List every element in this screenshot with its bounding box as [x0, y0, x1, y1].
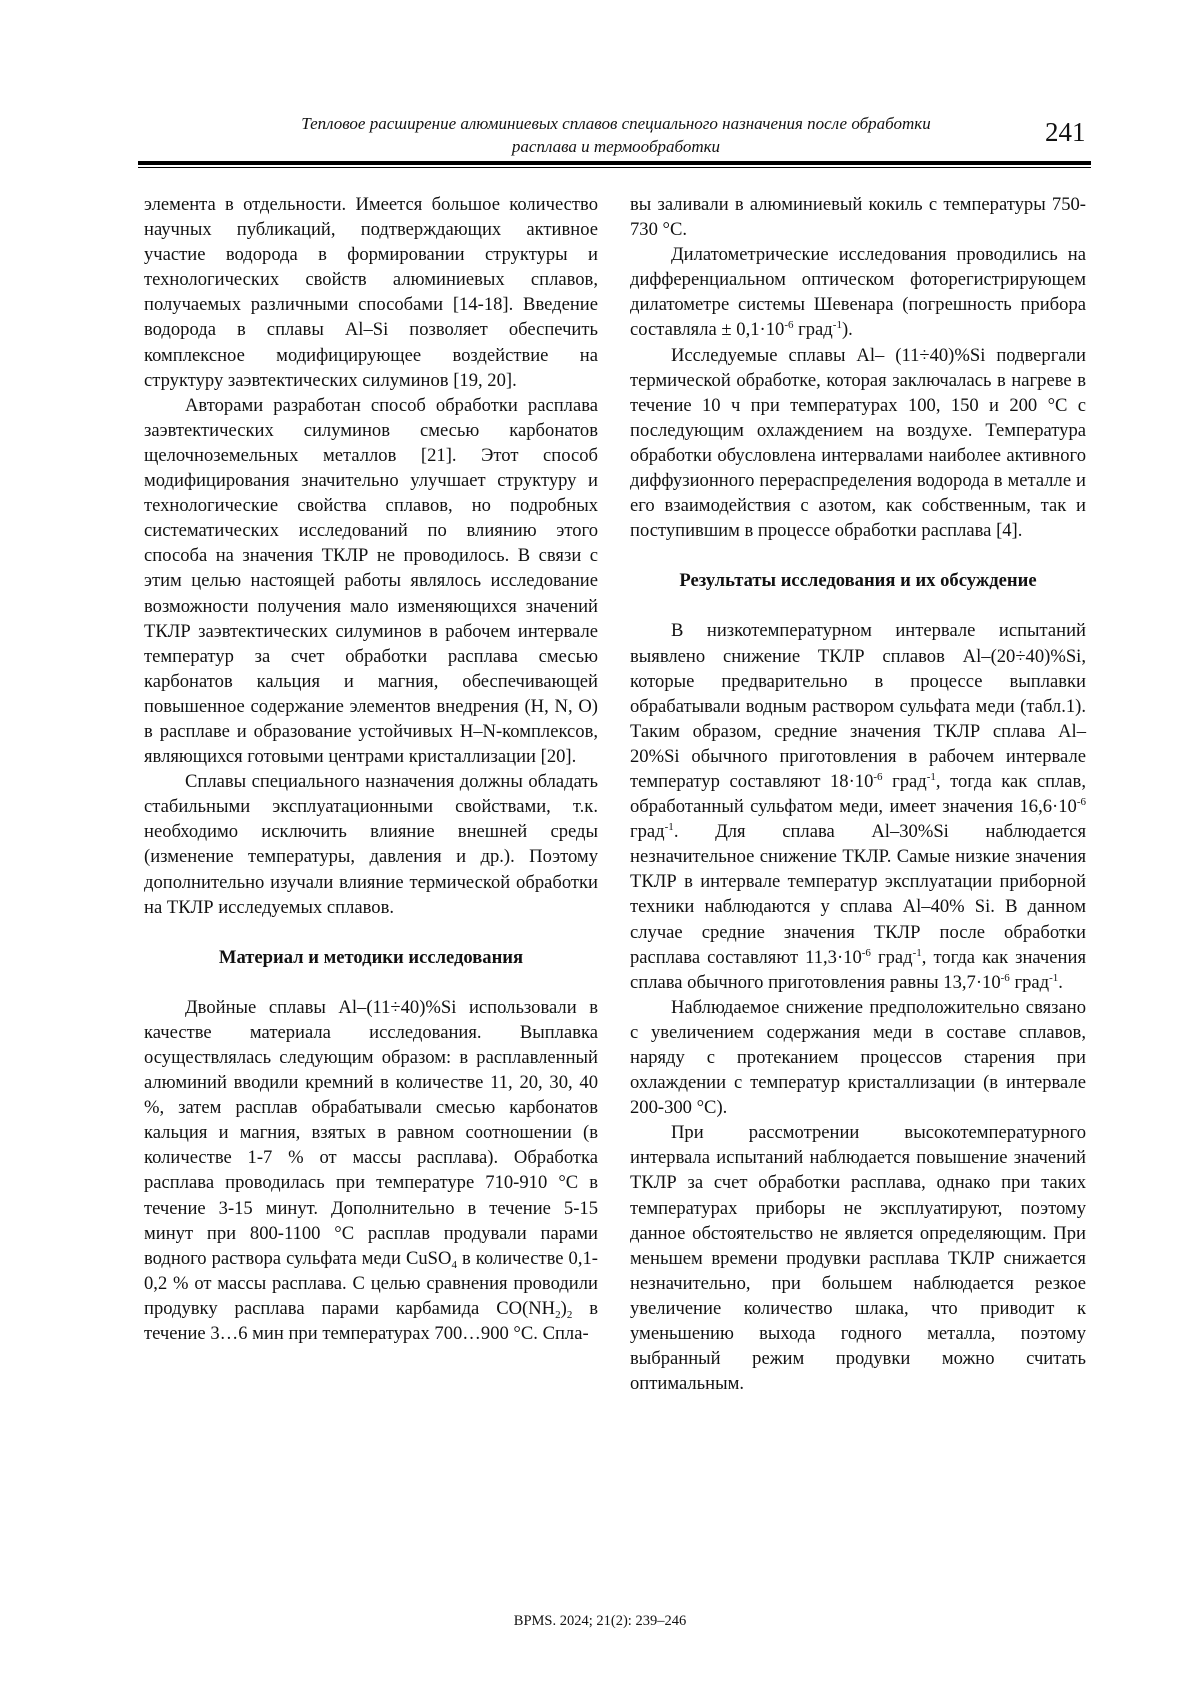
text-results-part: град	[882, 770, 927, 792]
paragraph-high-temperature-results: При рассмотрении высокотемпературного интервала испытаний наблюдается повышение значений ТКЛР за счет обработки расплава, однако при таких температурах приборы не эксплуатируют, поэтому данное обстоятельство не является определяющим. При меньшем времени продувки расплава ТКЛР снижается незначительно, при большем наблюдается резкое увеличение количество шлака, что приводит к уменьшению выхода годного металла, поэтому выбранный режим продувки можно считать оптимальным.	[630, 1122, 1086, 1395]
subscript: 2	[566, 1308, 573, 1321]
superscript: -6	[1000, 971, 1010, 984]
superscript: -6	[861, 946, 871, 959]
superscript: -6	[873, 770, 883, 783]
text-results-part: , тогда как значения сплава обычного приготовления равны 13,7·10	[630, 946, 1086, 993]
superscript: -1	[926, 770, 936, 783]
heading-results: Результаты исследования и их обсуждение	[679, 570, 1037, 592]
subscript: 2	[555, 1308, 561, 1321]
paragraph-authors-method: Авторами разработан способ обработки расплава заэвтектических силуминов смесью карбонатов щелочноземельных металлов [21]. Этот способ модифицирования значительно улучшает структуру и технологические свойства сплавов, но подробных систематических исследований по влиянию этого способа на значения ТКЛР не проводилось. В связи с этим целью настоящей работы являлось исследование возможности получения мало изменяющихся значений ТКЛР заэвтектических силуминов в рабочем интервале температур за счет обработки расплава смесью карбонатов кальция и магния, обеспечивающей повышенное содержание элементов внедрения (H, N, O) в расплаве и образование устойчивых H–N-комплексов, являющихся готовыми центрами кристаллизации [20].	[144, 394, 598, 768]
text-dilatometry-part: град	[793, 319, 833, 341]
text-dilatometry-part: ).	[841, 319, 853, 341]
subscript: 4	[451, 1258, 457, 1271]
running-title-line2: расплава и термообработки	[511, 137, 721, 156]
footer-citation: BPMS. 2024; 21(2): 239–246	[513, 1613, 687, 1629]
text-materials-part: в количестве 0,1-0,2 % от массы расплава. С целью сравнения проводили продувку расплава парами карбамида CO(NH	[144, 1247, 598, 1319]
paragraph-copper-effect: Наблюдаемое снижение предположительно связано с увеличением содержания меди в составе сплавов, наряду с протеканием процессов старения при охлаждении с температур кристаллизации (в интервале 200-300 °С).	[630, 996, 1086, 1119]
paragraph-materials	[144, 995, 598, 1346]
paragraph-hydrogen-role: элемента в отдельности. Имеется большое количество научных публикаций, подтверждающих активное участие водорода в формировании структуры и технологических свойств алюминиевых сплавов, получаемых различными способами [14-18]. Введение водорода в сплавы Al–Si позволяет обеспечить комплексное модифицирующее воздействие на структуру заэвтектических силуминов [19, 20].	[144, 194, 598, 391]
page-number: 241	[1045, 117, 1086, 147]
running-head	[236, 112, 996, 158]
text-dilatometry-part: Дилатометрические исследования проводились на дифференциальном оптическом фоторегистрирующем дилатометре системы Шевенара (погрешность прибора составляла ± 0,1·10	[630, 244, 1086, 341]
text-results-part: , тогда как сплав, обработанный сульфатом меди, имеет значения 16,6·10	[630, 770, 1086, 818]
text-results-part: . Для сплава Al–30%Si наблюдается незначительное снижение ТКЛР. Самые низкие значения ТКЛР в интервале температур эксплуатации приборной техники наблюдаются у сплава Al–40% Si. В данном случае средние значения ТКЛР после обработки расплава составляют 11,3·10	[630, 821, 1086, 968]
paragraph-dilatometry	[630, 242, 1086, 342]
text-results-part: град	[630, 821, 665, 843]
text-materials-part: Двойные сплавы Al–(11÷40)%Si использовали в качестве материала исследования. Выплавка осуществлялась следующим образом: в расплавленный алюминий вводили кремний в количестве 11, 20, 30, 40 %, затем расплав обрабатывали смесью карбонатов кальция и магния, взятых в равном соотношении (в количестве 1-7 % от массы расплава). Обработка расплава проводилась при температуре 710-910 °С в течение 3-15 минут. Дополнительно в течение 5-15 минут при 800-1100 °С расплав продували парами водного раствора сульфата меди CuSO	[144, 996, 598, 1269]
text-materials-part: )	[560, 1297, 567, 1319]
paragraph-special-alloys: Сплавы специального назначения должны обладать стабильными эксплуатационными свойствами, т.к. необходимо исключить влияние внешней среды (изменение температуры, давления и др.). Поэтому дополнительно изучали влияние термической обработки на ТКЛР исследуемых сплавов.	[144, 771, 598, 918]
superscript: -1	[1049, 971, 1059, 984]
paragraph-heat-treatment: Исследуемые сплавы Al– (11÷40)%Si подвергали термической обработке, которая заключалась в нагреве в течение 10 ч при температурах 100, 150 и 200 °С с последующим охлаждением на воздухе. Температура обработки обусловлена интервалами наиболее активного диффузионного перераспределения водорода в металле и его взаимодействия с азотом, как собственным, так и поступившим в процессе обработки расплава [4].	[630, 344, 1086, 542]
superscript: -1	[912, 946, 922, 959]
running-title-line1: Тепловое расширение алюминиевых сплавов специального назначения после обработки	[301, 114, 931, 133]
text-results-part: град	[1009, 971, 1050, 993]
heading-methods: Материал и методики исследования	[218, 946, 524, 968]
right-column	[630, 192, 1086, 1396]
text-results-part: .	[1058, 971, 1063, 993]
text-results-part: В низкотемпературном интервале испытаний выявлено снижение ТКЛР сплавов Al–(20÷40)%Si, которые предварительно в процессе выплавки обрабатывали водным раствором сульфата меди (табл.1). Таким образом, средние значения ТКЛР сплава Al–20%Si обычного приготовления в рабочем интервале температур составляют 18·10	[630, 620, 1086, 792]
header-rule-thin	[138, 167, 1091, 168]
text-materials-part: в течение 3…6 мин при температурах 700…900 °С. Спла-	[144, 1297, 598, 1345]
superscript: -6	[1076, 796, 1086, 809]
paragraph-low-temperature-results	[630, 618, 1086, 994]
superscript: -6	[784, 319, 794, 332]
superscript: -1	[832, 319, 842, 332]
paragraph-casting: вы заливали в алюминиевый кокиль с температуры 750-730 °С.	[630, 194, 1086, 241]
text-results-part: град	[870, 946, 913, 968]
header-rule-thick	[138, 161, 1091, 165]
left-column	[144, 192, 598, 1346]
superscript: -1	[664, 821, 674, 834]
